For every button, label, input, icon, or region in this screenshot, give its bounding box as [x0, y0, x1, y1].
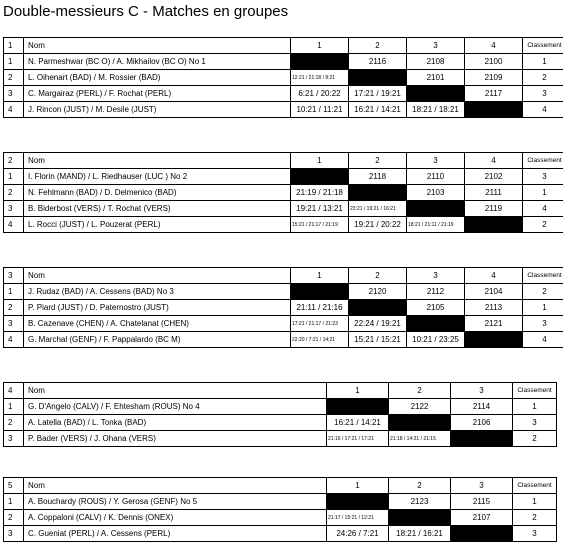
row-number: 1	[4, 399, 24, 415]
opponent-col-header: 1	[291, 268, 349, 284]
match-number-cell: 2108	[407, 54, 465, 70]
match-number-cell: 2106	[451, 415, 513, 431]
classement-value: 3	[513, 526, 557, 542]
match-number-cell: 2122	[389, 399, 451, 415]
row-number: 3	[4, 431, 24, 447]
table-row	[4, 526, 557, 542]
blocked-cell	[389, 415, 451, 431]
opponent-col-header: 4	[465, 268, 523, 284]
row-number: 4	[4, 217, 24, 233]
match-number-cell: 2123	[389, 494, 451, 510]
group-number: 4	[4, 383, 24, 399]
score-cell: 16:21 / 14:21	[349, 102, 407, 118]
group-number: 3	[4, 268, 24, 284]
classement-value: 3	[523, 169, 563, 185]
row-number: 3	[4, 201, 24, 217]
classement-value: 4	[523, 332, 563, 348]
classement-header: Classement	[523, 38, 563, 54]
classement-value: 4	[523, 201, 563, 217]
match-number-cell: 2102	[465, 169, 523, 185]
match-number-cell: 2119	[465, 201, 523, 217]
score-cell: 10:21 / 11:21	[291, 102, 349, 118]
row-number: 2	[4, 510, 24, 526]
player-pair-name: P. Bader (VERS) / J. Ohana (VERS)	[24, 431, 327, 447]
table-row	[4, 399, 557, 415]
match-number-cell: 2107	[451, 510, 513, 526]
score-cell: 15:21 / 15:21	[349, 332, 407, 348]
player-pair-name: A. Latella (BAD) / L. Tonka (BAD)	[24, 415, 327, 431]
score-cell: 22:20 / 7:21 / 14:21	[291, 332, 349, 348]
group-table-5	[3, 477, 557, 542]
group-table-3	[3, 267, 563, 348]
score-cell: 21:11 / 21:16	[291, 300, 349, 316]
opponent-col-header: 2	[349, 268, 407, 284]
score-cell: 21:18 / 14:21 / 21:15	[389, 431, 451, 447]
blocked-cell	[407, 316, 465, 332]
score-cell: 21:17 / 15:21 / 12:21	[327, 510, 389, 526]
page-title: Double-messieurs C - Matches en groupes	[3, 3, 289, 20]
row-number: 2	[4, 415, 24, 431]
score-cell: 19:21 / 13:21	[291, 201, 349, 217]
classement-value: 3	[523, 86, 563, 102]
blocked-cell	[451, 431, 513, 447]
table-row	[4, 431, 557, 447]
opponent-col-header: 1	[291, 153, 349, 169]
blocked-cell	[291, 54, 349, 70]
table-row	[4, 217, 563, 233]
player-pair-name: L. Oihenart (BAD) / M. Rossier (BAD)	[24, 70, 291, 86]
row-number: 4	[4, 102, 24, 118]
player-pair-name: B. Biderbost (VERS) / T. Rochat (VERS)	[24, 201, 291, 217]
opponent-col-header: 1	[327, 478, 389, 494]
row-number: 4	[4, 332, 24, 348]
row-number: 3	[4, 316, 24, 332]
score-cell: 21:16 / 17:21 / 17:21	[327, 431, 389, 447]
player-pair-name: A. Bouchardy (ROUS) / Y. Gerosa (GENF) No 5	[24, 494, 327, 510]
match-number-cell: 2116	[349, 54, 407, 70]
name-header: Nom	[24, 268, 291, 284]
player-pair-name: N. Fehlmann (BAD) / D. Delmenico (BAD)	[24, 185, 291, 201]
classement-value: 2	[523, 217, 563, 233]
table-row	[4, 169, 563, 185]
name-header: Nom	[24, 38, 291, 54]
match-number-cell: 2109	[465, 70, 523, 86]
match-number-cell: 2103	[407, 185, 465, 201]
group-number: 2	[4, 153, 24, 169]
row-number: 1	[4, 54, 24, 70]
opponent-col-header: 4	[465, 153, 523, 169]
score-cell: 10:21 / 23:25	[407, 332, 465, 348]
player-pair-name: L. Rocci (JUST) / L. Pouzerat (PERL)	[24, 217, 291, 233]
table-row	[4, 332, 563, 348]
score-cell: 17:21 / 21:17 / 21:23	[291, 316, 349, 332]
row-number: 3	[4, 526, 24, 542]
opponent-col-header: 2	[389, 383, 451, 399]
match-number-cell: 2113	[465, 300, 523, 316]
table-row	[4, 300, 563, 316]
table-row	[4, 86, 563, 102]
classement-value: 3	[513, 415, 557, 431]
score-cell: 18:21 / 16:21	[389, 526, 451, 542]
group-table-2	[3, 152, 563, 233]
row-number: 3	[4, 86, 24, 102]
classement-value: 1	[513, 494, 557, 510]
blocked-cell	[349, 300, 407, 316]
group-header-row	[4, 153, 563, 169]
row-number: 1	[4, 169, 24, 185]
player-pair-name: G. Marchal (GENF) / F. Pappalardo (BC M)	[24, 332, 291, 348]
classement-header: Classement	[523, 268, 563, 284]
row-number: 2	[4, 300, 24, 316]
group-table-1	[3, 37, 563, 118]
table-row	[4, 284, 563, 300]
blocked-cell	[407, 86, 465, 102]
group-header-row	[4, 268, 563, 284]
player-pair-name: C. Margairaz (PERL) / F. Rochat (PERL)	[24, 86, 291, 102]
score-cell: 15:21 / 21:17 / 21:19	[291, 217, 349, 233]
row-number: 1	[4, 494, 24, 510]
classement-value: 4	[523, 102, 563, 118]
score-cell: 12:21 / 21:18 / 8:21	[291, 70, 349, 86]
name-header: Nom	[24, 153, 291, 169]
row-number: 2	[4, 70, 24, 86]
classement-header: Classement	[513, 478, 557, 494]
classement-value: 1	[513, 399, 557, 415]
blocked-cell	[465, 217, 523, 233]
opponent-col-header: 3	[407, 268, 465, 284]
score-cell: 23:21 / 19:21 / 16:21	[349, 201, 407, 217]
table-row	[4, 54, 563, 70]
score-cell: 6:21 / 20:22	[291, 86, 349, 102]
classement-value: 1	[523, 54, 563, 70]
score-cell: 16:21 / 14:21	[327, 415, 389, 431]
blocked-cell	[465, 102, 523, 118]
classement-value: 2	[513, 431, 557, 447]
row-number: 1	[4, 284, 24, 300]
opponent-col-header: 2	[389, 478, 451, 494]
player-pair-name: A. Coppaloni (CALV) / K. Dennis (ONEX)	[24, 510, 327, 526]
opponent-col-header: 3	[407, 153, 465, 169]
table-row	[4, 316, 563, 332]
classement-value: 2	[523, 70, 563, 86]
score-cell: 18:21 / 18:21	[407, 102, 465, 118]
player-pair-name: C. Gueniat (PERL) / A. Cessens (PERL)	[24, 526, 327, 542]
match-number-cell: 2101	[407, 70, 465, 86]
score-cell: 21:19 / 21:18	[291, 185, 349, 201]
blocked-cell	[407, 201, 465, 217]
classement-value: 2	[523, 284, 563, 300]
opponent-col-header: 3	[451, 478, 513, 494]
blocked-cell	[327, 399, 389, 415]
match-number-cell: 2120	[349, 284, 407, 300]
classement-value: 1	[523, 185, 563, 201]
group-header-row	[4, 478, 557, 494]
table-row	[4, 494, 557, 510]
match-number-cell: 2111	[465, 185, 523, 201]
row-number: 2	[4, 185, 24, 201]
match-number-cell: 2110	[407, 169, 465, 185]
match-number-cell: 2105	[407, 300, 465, 316]
table-row	[4, 102, 563, 118]
blocked-cell	[451, 526, 513, 542]
opponent-col-header: 1	[291, 38, 349, 54]
match-number-cell: 2104	[465, 284, 523, 300]
match-number-cell: 2121	[465, 316, 523, 332]
opponent-col-header: 2	[349, 38, 407, 54]
classement-header: Classement	[523, 153, 563, 169]
opponent-col-header: 1	[327, 383, 389, 399]
score-cell: 22:24 / 19:21	[349, 316, 407, 332]
match-number-cell: 2115	[451, 494, 513, 510]
name-header: Nom	[24, 478, 327, 494]
player-pair-name: B. Cazenave (CHEN) / A. Chatelanat (CHEN)	[24, 316, 291, 332]
match-number-cell: 2112	[407, 284, 465, 300]
classement-value: 2	[513, 510, 557, 526]
score-cell: 19:21 / 20:22	[349, 217, 407, 233]
player-pair-name: J. Rudaz (BAD) / A. Cessens (BAD) No 3	[24, 284, 291, 300]
score-cell: 24:26 / 7:21	[327, 526, 389, 542]
opponent-col-header: 2	[349, 153, 407, 169]
score-cell: 18:21 / 21:11 / 21:19	[407, 217, 465, 233]
group-header-row	[4, 383, 557, 399]
blocked-cell	[349, 185, 407, 201]
player-pair-name: I. Florin (MAND) / L. Riedhauser (LUC ) No 2	[24, 169, 291, 185]
blocked-cell	[327, 494, 389, 510]
blocked-cell	[349, 70, 407, 86]
classement-value: 3	[523, 316, 563, 332]
table-row	[4, 415, 557, 431]
blocked-cell	[465, 332, 523, 348]
player-pair-name: P. Piard (JUST) / D. Paternostro (JUST)	[24, 300, 291, 316]
opponent-col-header: 3	[407, 38, 465, 54]
blocked-cell	[389, 510, 451, 526]
table-row	[4, 185, 563, 201]
table-row	[4, 70, 563, 86]
group-number: 1	[4, 38, 24, 54]
player-pair-name: J. Rincon (JUST) / M. Desile (JUST)	[24, 102, 291, 118]
group-table-4	[3, 382, 557, 447]
table-row	[4, 510, 557, 526]
name-header: Nom	[24, 383, 327, 399]
group-number: 5	[4, 478, 24, 494]
player-pair-name: N. Parmeshwar (BC O) / A. Mikhailov (BC O) No 1	[24, 54, 291, 70]
match-number-cell: 2118	[349, 169, 407, 185]
table-row	[4, 201, 563, 217]
group-header-row	[4, 38, 563, 54]
opponent-col-header: 4	[465, 38, 523, 54]
player-pair-name: G. D'Angelo (CALV) / F. Ehtesham (ROUS) No 4	[24, 399, 327, 415]
classement-header: Classement	[513, 383, 557, 399]
score-cell: 17:21 / 19:21	[349, 86, 407, 102]
match-number-cell: 2117	[465, 86, 523, 102]
blocked-cell	[291, 284, 349, 300]
blocked-cell	[291, 169, 349, 185]
opponent-col-header: 3	[451, 383, 513, 399]
match-number-cell: 2114	[451, 399, 513, 415]
match-number-cell: 2100	[465, 54, 523, 70]
classement-value: 1	[523, 300, 563, 316]
